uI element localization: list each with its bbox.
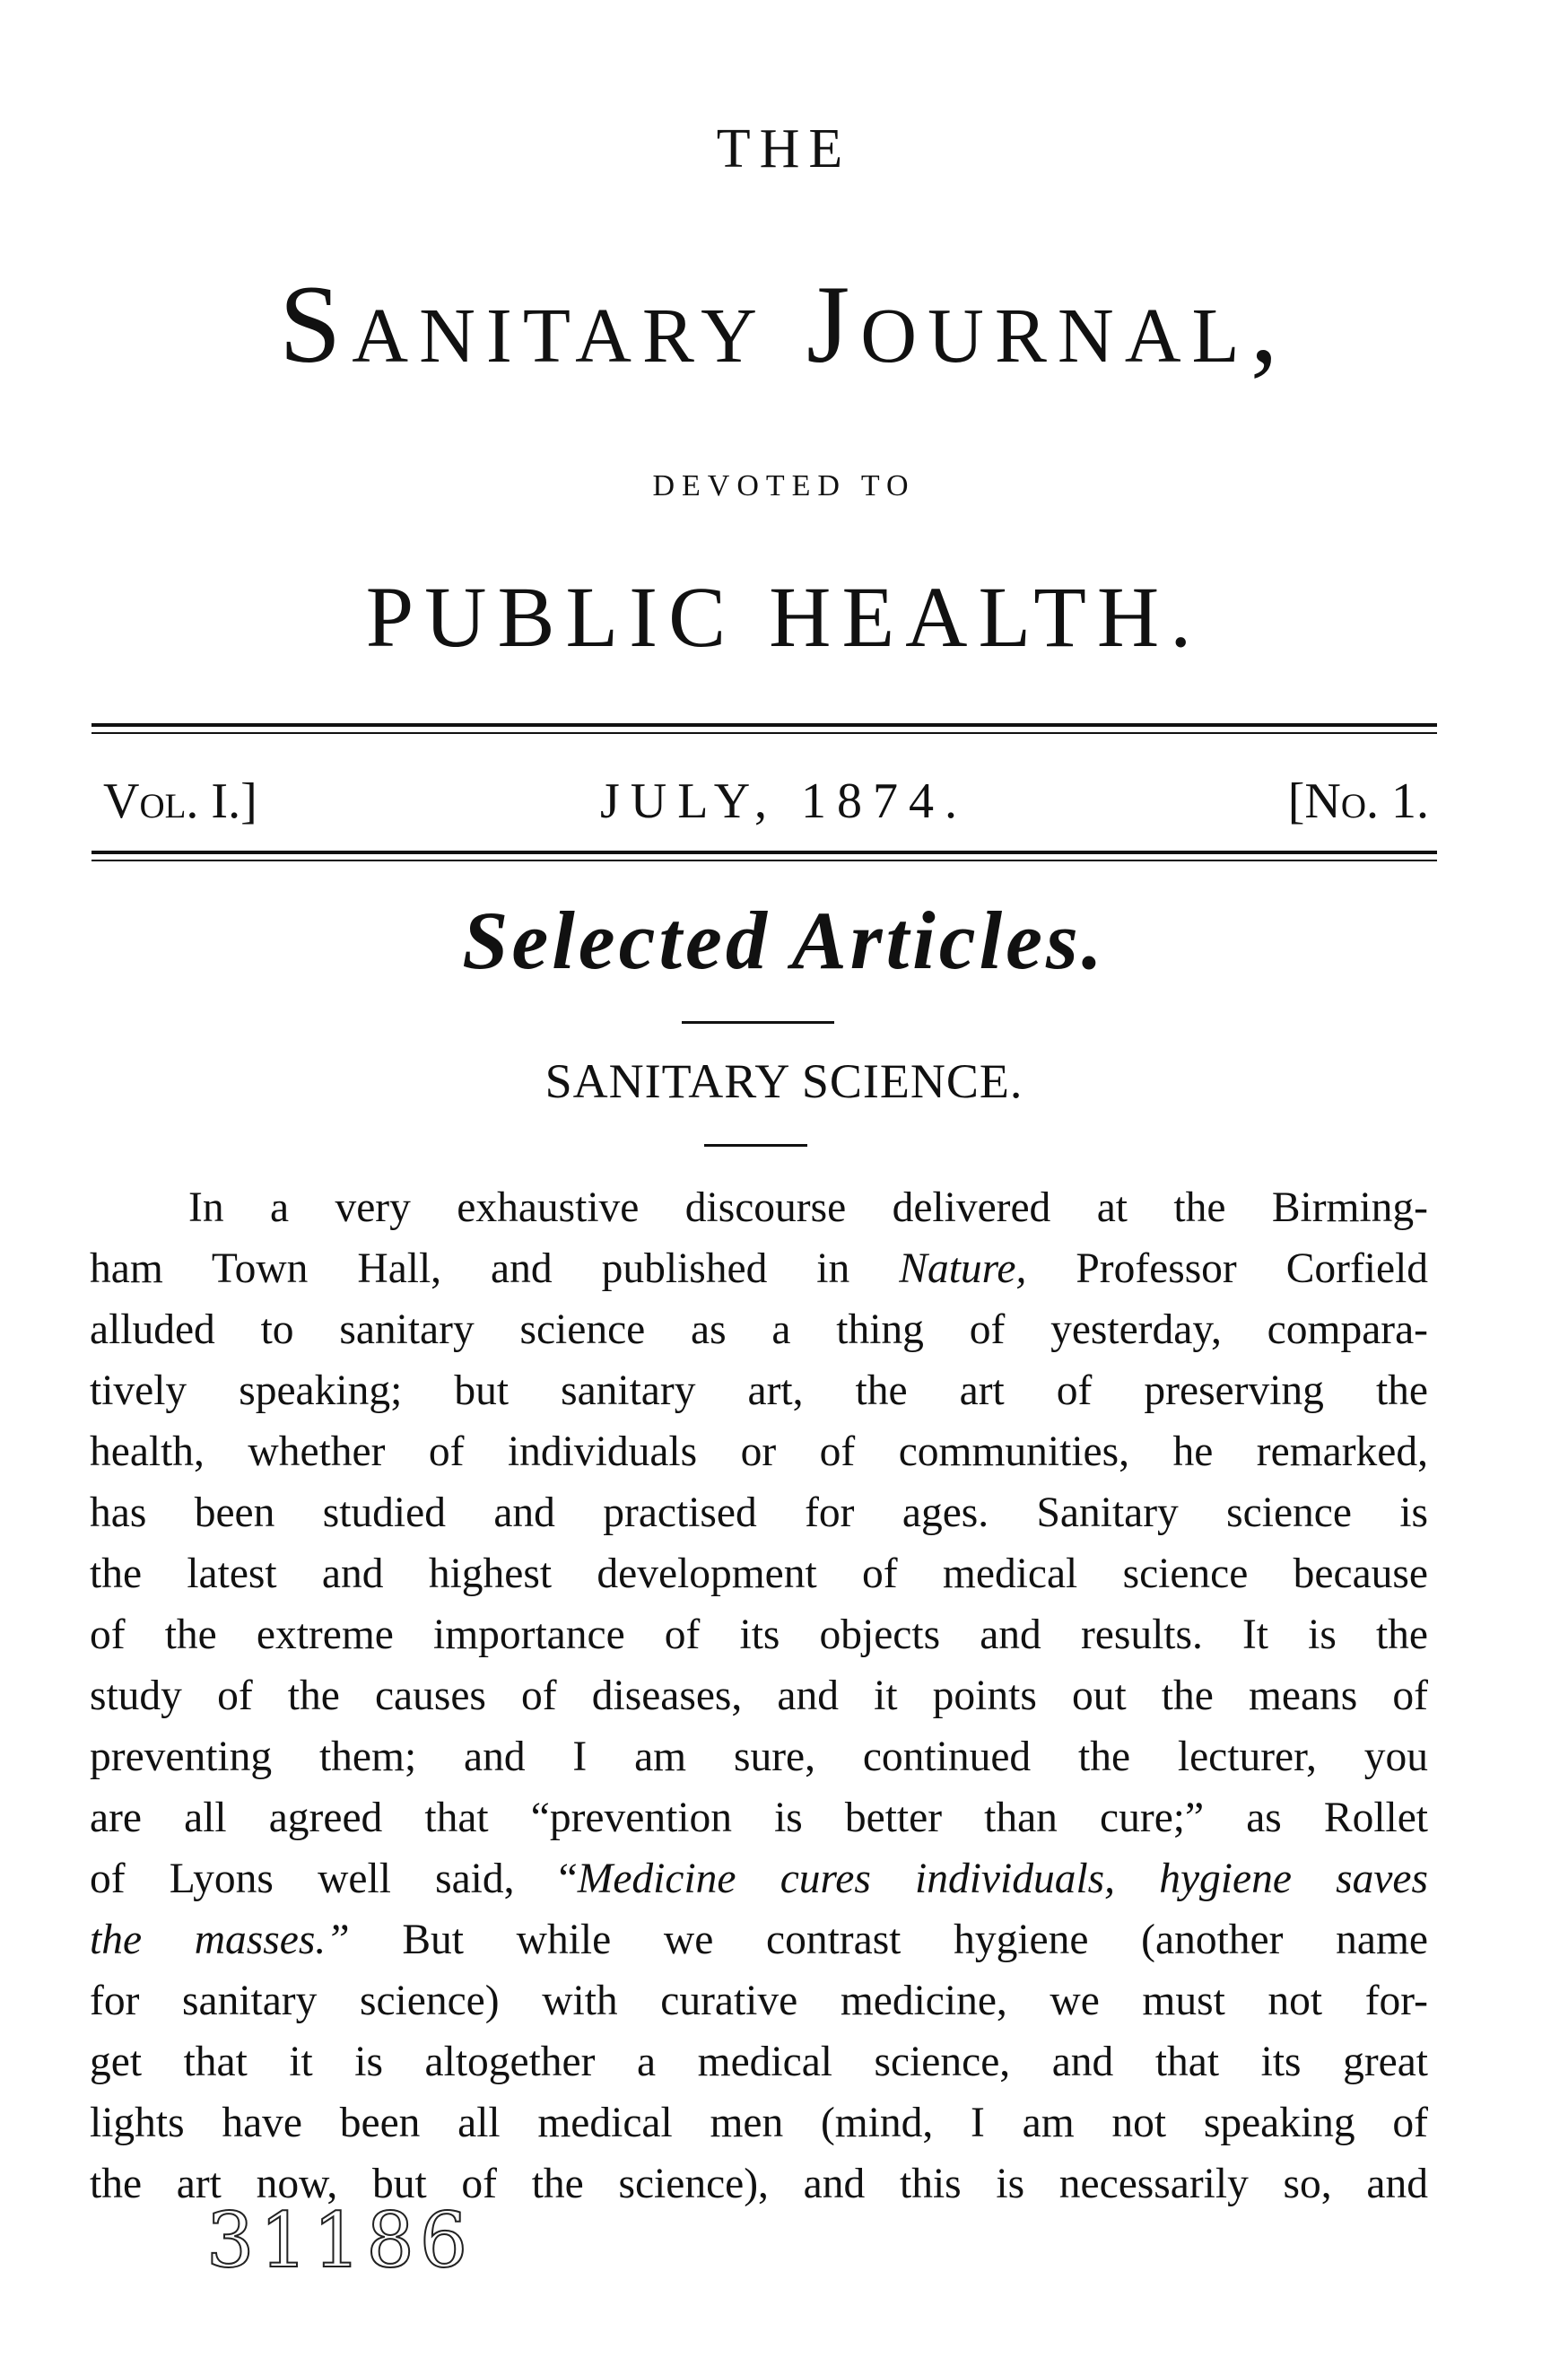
journal-subtitle: PUBLIC HEALTH. [365, 569, 1203, 665]
body-line [90, 1909, 1428, 1970]
body-line: has been studied and practised for ages. Sanitary science is [90, 1489, 1428, 1536]
masthead-the: THE [716, 118, 852, 179]
body-line-italic: the masses.” [90, 1917, 350, 1963]
journal-title: Sanitary Journal, [279, 263, 1289, 386]
article-body [90, 1177, 1428, 2214]
body-line-text: Professor Corfield [1076, 1245, 1428, 1292]
body-line [90, 1238, 1428, 1299]
body-line: tively speaking; but sanitary art, the art of preserving the [90, 1367, 1428, 1414]
body-line-text: ham Town Hall, and published in [90, 1245, 850, 1292]
issue-number: [No. 1. [1287, 773, 1429, 829]
body-line: the art now, but of the science), and this is necessarily so, and [90, 2161, 1428, 2207]
body-line: lights have been all medical men (mind, I am not speaking of [90, 2100, 1428, 2146]
devoted-to-line: DEVOTED TO [652, 469, 916, 502]
section-divider [682, 1021, 834, 1024]
body-line: In a very exhaustive discourse delivered at the Birming- [188, 1184, 1428, 1231]
body-line: health, whether of individuals or of communities, he remarked, [90, 1428, 1428, 1475]
masthead-rule-bottom [91, 851, 1437, 861]
body-line: the latest and highest development of medical science because [90, 1550, 1428, 1597]
body-line: for sanitary science) with curative medicine, we must not for- [90, 1978, 1428, 2024]
body-line: preventing them; and I am sure, continued the lecturer, you [90, 1734, 1428, 1780]
article-title: SANITARY SCIENCE. [544, 1054, 1024, 1108]
body-line: alluded to sanitary science as a thing of yesterday, compara- [90, 1306, 1428, 1353]
body-line: study of the causes of diseases, and it points out the means of [90, 1673, 1428, 1719]
issue-date: JULY, 1874. [599, 773, 969, 829]
library-stamp-number: 31186 [206, 2197, 474, 2284]
body-line-italic: Medicine cures individuals, hygiene saves [577, 1856, 1428, 1902]
article-divider [704, 1144, 807, 1147]
body-line: are all agreed that “prevention is better than cure;” as Rollet [90, 1795, 1428, 1841]
body-line-italic: Nature, [899, 1245, 1027, 1292]
masthead-rule-top [91, 723, 1437, 734]
body-line: of the extreme importance of its objects and results. It is the [90, 1611, 1428, 1658]
volume-label: Vol. I.] [103, 773, 257, 829]
body-line: get that it is altogether a medical science, and that its great [90, 2039, 1428, 2085]
body-line-text: of Lyons well said, “ [90, 1856, 578, 1902]
body-line [90, 1848, 1428, 1909]
body-line-text: But while we contrast hygiene (another name [402, 1917, 1428, 1963]
section-title: Selected Articles. [462, 895, 1106, 986]
